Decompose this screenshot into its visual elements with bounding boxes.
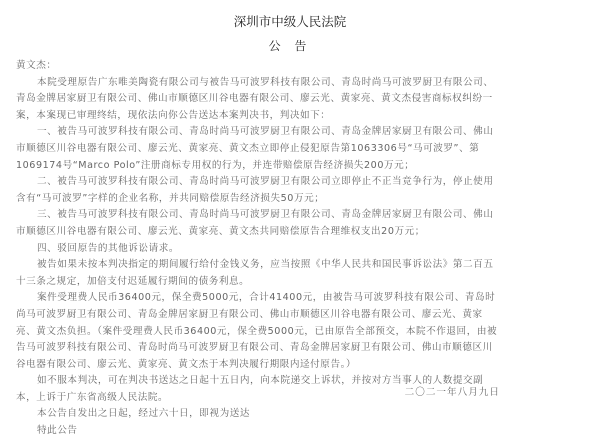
- paragraph-intro: 本院受理原告广东唯美陶瓷有限公司与被告马可波罗科技有限公司、青岛时尚马可波罗厨卫有限公司、青岛金牌居家厨卫有限公司、佛山市顺德区川谷电器有限公司、廖云光、黄家亮、黄文杰侵害商标权纠纷一案，本案现已审理终结，现依法向你公告送达本案判决书，判决如下：: [16, 76, 494, 121]
- notice-body: [16, 58, 498, 440]
- addressee: 黄文杰：: [16, 60, 57, 71]
- notice-title: 公 告: [268, 39, 312, 53]
- notice-date: 二〇二一年八月九日: [404, 387, 500, 398]
- paragraph-judgment-1: 一、被告马可波罗科技有限公司、青岛时尚马可波罗厨卫有限公司、青岛金牌居家厨卫有限公司、佛山市顺德区川谷电器有限公司、廖云光、黄家亮、黄文杰立即停止侵犯原告第1063306号“马可波罗”、第1069174号“Marco Polo”注册商标专用权的行为，并连带赔偿原告经济损失200万元；: [16, 126, 494, 171]
- court-name: 深圳市中级人民法院: [233, 14, 347, 29]
- paragraph-fees: 案件受理费人民币36400元，保全费5000元，合计41400元，由被告马可波罗科技有限公司、青岛时尚马可波罗厨卫有限公司、青岛金牌居家厨卫有限公司、佛山市顺德区川谷电器有限公司、廖云光、黄家亮、黄文杰负担。（案件受理费人民币36400元，保全费5000元，已由原告全部预交，本院不作退回，由被告马可波罗科技有限公司、青岛时尚马可波罗厨卫有限公司、青岛金牌居家厨卫有限公司、佛山市顺德区川谷电器有限公司、廖云光、黄家亮、黄文杰于本判决履行期限内迳付原告。）: [16, 292, 498, 370]
- paragraph-service: 本公告自发出之日起，经过六十日，即视为送达: [37, 408, 251, 420]
- paragraph-interest: 被告如果未按本判决指定的期间履行给付金钱义务，应当按照《中华人民共和国民事诉讼法》第二百五十三条之规定，加倍支付迟延履行期间的债务利息。: [16, 259, 494, 287]
- paragraph-closing: 特此公告: [37, 425, 78, 437]
- paragraph-appeal: 如不服本判决，可在判决书送达之日起十五日内，向本院递交上诉状，并按对方当事人的人数提交副本，上诉于广东省高级人民法院。: [16, 375, 484, 403]
- paragraph-judgment-4: 四、驳回原告的其他诉讼请求。: [37, 242, 180, 254]
- paragraph-judgment-2: 二、被告马可波罗科技有限公司、青岛时尚马可波罗厨卫有限公司立即停止不正当竞争行为，停止使用含有“马可波罗”字样的企业名称，并共同赔偿原告经济损失50万元；: [16, 176, 494, 204]
- paragraph-judgment-3: 三、被告马可波罗科技有限公司、青岛时尚马可波罗厨卫有限公司、青岛金牌居家厨卫有限公司、佛山市顺德区川谷电器有限公司、廖云光、黄家亮、黄文杰共同赔偿原告合理维权支出20万元；: [16, 209, 494, 237]
